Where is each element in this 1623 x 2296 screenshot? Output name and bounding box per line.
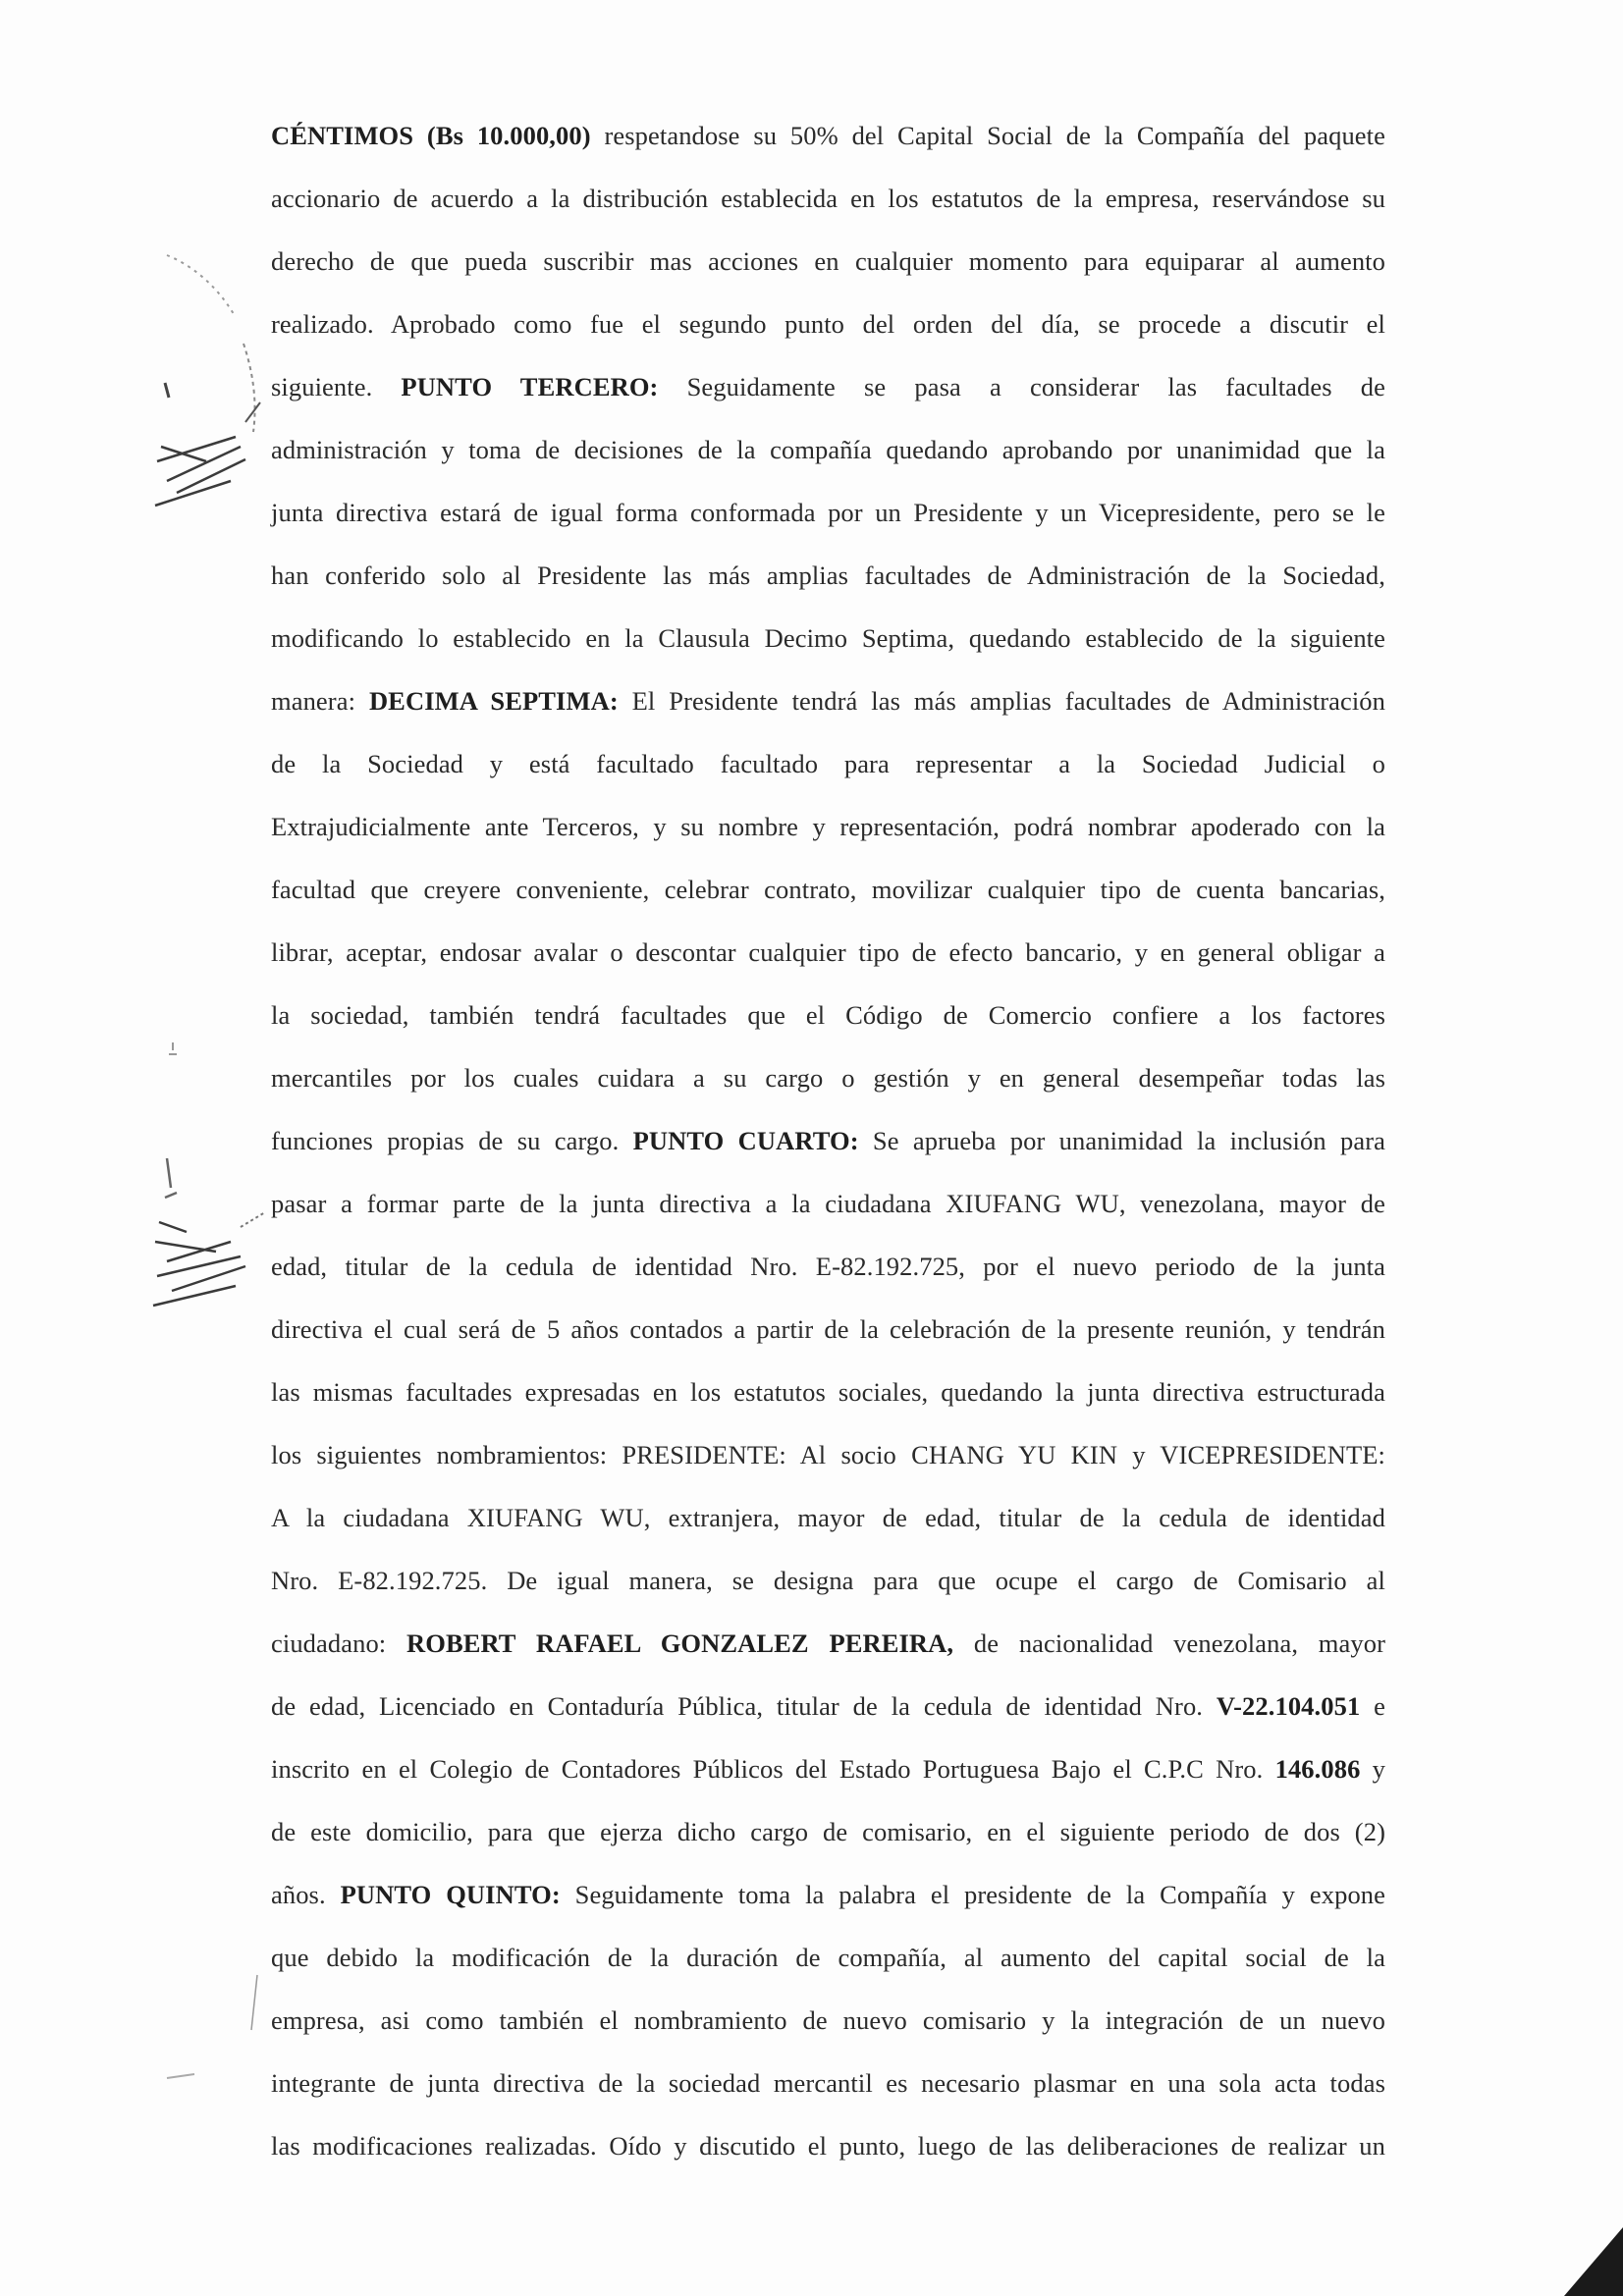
text-line <box>271 1498 1385 1561</box>
text-line <box>271 2063 1385 2126</box>
text-line <box>271 870 1385 933</box>
text-segment: Seguidamente toma la palabra el presidente de la Compañía y expone <box>560 1880 1386 1909</box>
text-segment: pasar a formar parte de la junta directiva a la ciudadana XIUFANG WU, venezolana, mayor de <box>271 1189 1385 1218</box>
text-segment: edad, titular de la cedula de identidad Nro. E-82.192.725, por el nuevo periodo de la junta <box>271 1252 1385 1281</box>
text-line <box>271 1372 1385 1435</box>
text-segment: de nacionalidad venezolana, mayor <box>953 1629 1385 1658</box>
text-segment: librar, aceptar, endosar avalar o descontar cualquier tipo de efecto bancario, y en general obligar a <box>271 937 1385 967</box>
text-line <box>271 618 1385 681</box>
text-line <box>271 2126 1385 2189</box>
text-segment: mercantiles por los cuales cuidara a su cargo o gestión y en general desempeñar todas las <box>271 1063 1385 1093</box>
text-segment: y <box>1360 1754 1385 1784</box>
text-line <box>271 1121 1385 1184</box>
text-line <box>271 1309 1385 1372</box>
text-segment: de edad, Licenciado en Contaduría Pública, titular de la cedula de identidad Nro. <box>271 1691 1217 1721</box>
text-segment: administración y toma de decisiones de la compañía quedando aprobando por unanimidad que la <box>271 435 1385 464</box>
text-line <box>271 1749 1385 1812</box>
text-segment: la sociedad, también tendrá facultades que el Código de Comercio confiere a los factores <box>271 1000 1385 1030</box>
margin-mark <box>165 2066 204 2086</box>
bold-heading: CÉNTIMOS (Bs 10.000,00) <box>271 121 591 150</box>
text-segment: A la ciudadana XIUFANG WU, extranjera, mayor de edad, titular de la cedula de identidad <box>271 1503 1385 1532</box>
margin-mark <box>163 1041 183 1070</box>
text-segment: Nro. E-82.192.725. De igual manera, se designa para que ocupe el cargo de Comisario al <box>271 1566 1385 1595</box>
text-line <box>271 2001 1385 2063</box>
text-line <box>271 1875 1385 1938</box>
text-segment: e <box>1360 1691 1385 1721</box>
text-segment: funciones propias de su cargo. <box>271 1126 633 1155</box>
text-segment: facultad que creyere conveniente, celebrar contrato, movilizar cualquier tipo de cuenta bancarias, <box>271 875 1385 904</box>
text-line <box>271 933 1385 995</box>
text-line <box>271 1184 1385 1247</box>
text-segment: los siguientes nombramientos: PRESIDENTE: Al socio CHANG YU KIN y VICEPRESIDENTE: <box>271 1440 1385 1469</box>
text-segment: junta directiva estará de igual forma conformada por un Presidente y un Vicepresidente, pero se le <box>271 498 1385 527</box>
text-segment: Se aprueba por unanimidad la inclusión para <box>858 1126 1385 1155</box>
text-segment: directiva el cual será de 5 años contados a partir de la celebración de la presente reunión, y tendrán <box>271 1314 1385 1344</box>
text-line <box>271 681 1385 744</box>
text-line <box>271 430 1385 493</box>
bold-heading: PUNTO QUINTO: <box>340 1880 561 1909</box>
text-line <box>271 1624 1385 1686</box>
text-segment: accionario de acuerdo a la distribución establecida en los estatutos de la empresa, reservándose su <box>271 184 1385 213</box>
text-segment: modificando lo establecido en la Clausula Decimo Septima, quedando establecido de la siguiente <box>271 623 1385 653</box>
text-segment: manera: <box>271 686 369 716</box>
text-line <box>271 304 1385 367</box>
text-line <box>271 1812 1385 1875</box>
text-line <box>271 179 1385 241</box>
text-line <box>271 1561 1385 1624</box>
text-line <box>271 241 1385 304</box>
text-line <box>271 556 1385 618</box>
text-line <box>271 1435 1385 1498</box>
corner-mark <box>1564 2227 1623 2296</box>
text-segment: respetandose su 50% del Capital Social de la Compañía del paquete <box>590 121 1385 150</box>
text-segment: empresa, asi como también el nombramiento de nuevo comisario y la integración de un nuevo <box>271 2005 1385 2035</box>
margin-mark <box>245 1973 265 2032</box>
bold-heading: V-22.104.051 <box>1216 1691 1361 1721</box>
text-segment: años. <box>271 1880 341 1909</box>
text-segment: de la Sociedad y está facultado facultado para representar a la Sociedad Judicial o <box>271 749 1385 778</box>
text-line <box>271 1247 1385 1309</box>
text-segment: de este domicilio, para que ejerza dicho cargo de comisario, en el siguiente periodo de dos (2) <box>271 1817 1385 1846</box>
text-segment: ciudadano: <box>271 1629 406 1658</box>
text-line <box>271 744 1385 807</box>
text-line <box>271 493 1385 556</box>
text-segment: El Presidente tendrá las más amplias facultades de Administración <box>618 686 1386 716</box>
text-segment: Seguidamente se pasa a considerar las facultades de <box>658 372 1385 401</box>
text-segment: las mismas facultades expresadas en los estatutos sociales, quedando la junta directiva estructurada <box>271 1377 1385 1407</box>
bold-heading: PUNTO TERCERO: <box>401 372 659 401</box>
text-segment: derecho de que pueda suscribir mas acciones en cualquier momento para equiparar al aumento <box>271 246 1385 276</box>
text-line <box>271 807 1385 870</box>
text-segment: Extrajudicialmente ante Terceros, y su nombre y representación, podrá nombrar apoderado con la <box>271 812 1385 841</box>
text-line <box>271 995 1385 1058</box>
bold-heading: PUNTO CUARTO: <box>632 1126 859 1155</box>
bold-heading: 146.086 <box>1274 1754 1361 1784</box>
text-line <box>271 1686 1385 1749</box>
text-line <box>271 1058 1385 1121</box>
bold-heading: ROBERT RAFAEL GONZALEZ PEREIRA, <box>406 1629 954 1658</box>
text-segment: que debido la modificación de la duración de compañía, al aumento del capital social de la <box>271 1943 1385 1972</box>
text-segment: integrante de junta directiva de la sociedad mercantil es necesario plasmar en una sola acta todas <box>271 2068 1385 2098</box>
text-line <box>271 367 1385 430</box>
stamp-mark <box>147 236 275 530</box>
text-line <box>271 116 1385 179</box>
bold-heading: DECIMA SEPTIMA: <box>368 686 619 716</box>
text-line <box>271 1938 1385 2001</box>
document-body <box>271 116 1385 2189</box>
text-segment: han conferido solo al Presidente las más amplias facultades de Administración de la Sociedad, <box>271 561 1385 590</box>
signature-mark <box>147 1207 275 1325</box>
text-segment: inscrito en el Colegio de Contadores Públicos del Estado Portuguesa Bajo el C.P.C Nro. <box>271 1754 1275 1784</box>
text-segment: las modificaciones realizadas. Oído y discutido el punto, luego de las deliberaciones de realizar un <box>271 2131 1385 2161</box>
text-segment: siguiente. <box>271 372 402 401</box>
text-segment: realizado. Aprobado como fue el segundo punto del orden del día, se procede a discutir el <box>271 309 1385 339</box>
